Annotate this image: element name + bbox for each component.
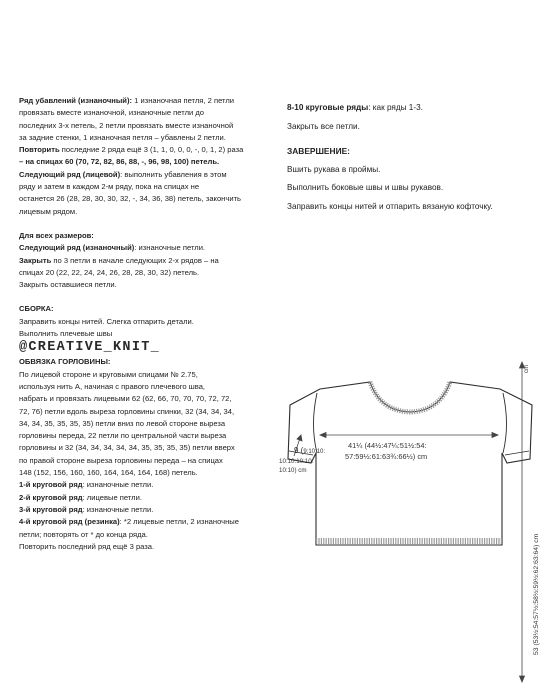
width-arrow (320, 433, 498, 438)
width-label-line-2: 57:59½:61:63¾:66½) cm (345, 452, 428, 461)
round-4: 4-й круговой ряд (резинка): *2 лицевые петли, 2 изнаночные петли; повторять от * до конца ряда. (19, 517, 239, 539)
neck-line-1: По лицевой стороне и круговыми спицами № 2.75, (19, 369, 198, 379)
tshirt-outline (288, 382, 532, 545)
sleeve-length-line-2: 10:10:10:10: (279, 458, 314, 465)
all-sizes-heading: Для всех размеров: (19, 230, 94, 240)
finish-line-2: Выполнить боковые швы и швы рукавов. (287, 183, 444, 192)
creative-knit-watermark: @CREATIVE_KNIT_ (19, 340, 161, 356)
neck-line-8: по правой стороне выреза горловины переда – на спицах (19, 455, 223, 465)
finish-line-3: Заправить концы нитей и отпарить вязаную кофточку. (287, 201, 493, 211)
purl-row-paragraph: Следующий ряд (изнаночный): изнаночные петли. (19, 243, 206, 253)
neck-line-9: 148 (152, 156, 160, 160, 164, 164, 164, 168) петель. (19, 468, 198, 478)
neck-line-4: 72, 76) петли вдоль выреза горловины спинки, 32 (34, 34, 34, (19, 406, 235, 416)
neck-ribbing (370, 382, 450, 412)
assembly-heading: СБОРКА: (19, 304, 54, 314)
length-arrow (520, 362, 525, 682)
close-all-line: Закрыть все петли. (287, 121, 360, 131)
neck-heading: ОБВЯЗКА ГОРЛОВИНЫ: (19, 357, 111, 367)
sleeve-length-label: 9 (9:10:10: (294, 446, 326, 455)
right-column (287, 99, 549, 216)
repeat-last-line: Повторить последний ряд ещё 3 раза. (19, 541, 155, 551)
tshirt-schematic (270, 355, 551, 690)
rounds-8-10: 8-10 круговые ряды: как ряды 1-3. (287, 103, 423, 112)
repeat-paragraph: Повторить последние 2 ряда ещё 3 (1, 1, 0, 0, 0, -, 0, 1, 2) раза – на спицах 60 (70, 72, 82, 86, 88, -, 96, 98, 100) петель. (19, 145, 244, 167)
round-1: 1-й круговой ряд: изнаночные петли. (19, 480, 154, 490)
neck-line-7: горловины и 32 (34, 34, 34, 34, 34, 35, 35, 35, 35) петли вверх (19, 443, 235, 453)
neck-line-6: горловины переда, 22 петли по центральной части выреза (19, 431, 227, 441)
neck-line-5: 34, 34, 35, 35, 35, 35) петли вниз по левой стороне выреза (19, 418, 226, 428)
length-unit-top: cm (523, 364, 530, 373)
close-paragraph: Закрыть по 3 петли в начале следующих 2-х рядов – на спицах 20 (22, 22, 24, 24, 26, 28, 28, 30, 32) петель. Закрыть оставшиеся петли. (19, 255, 219, 290)
finish-line-1: Вшить рукава в проймы. (287, 164, 381, 174)
finish-heading: ЗАВЕРШЕНИЕ: (287, 146, 350, 156)
next-row-paragraph: Следующий ряд (лицевой): выполнить убавления в этом ряду и затем в каждом 2-м ряду, пока на спицах не останется 26 (28, 28, 30, 30, 32, -, 34, 36, 38) петель, закончить лицевым рядом. (19, 169, 242, 216)
decrease-row-paragraph: Ряд убавлений (изнаночный): 1 изнаночная петля, 2 петли провязать вместе изнаночной, изнаночные петли до последних 3-х петель, 2 петли провязать вместе изнаночной за задние стенки, 1 изнаночная петля – убавлены 2 петли. (19, 96, 235, 142)
round-2: 2-й круговой ряд: лицевые петли. (19, 492, 142, 502)
assembly-line-1: Заправить концы нитей. Слегка отпарить детали. (19, 316, 194, 326)
round-3: 3-й круговой ряд: изнаночные петли. (19, 504, 154, 514)
assembly-line-2: Выполнить плечевые швы (19, 329, 113, 339)
sleeve-length-line-3: 10:10) cm (279, 467, 307, 474)
length-label: 53 (53½:54:57½:58½:59½:62:63:64) cm (533, 533, 540, 655)
neck-line-2: используя нить A, начиная с правого плечевого шва, (19, 381, 206, 391)
width-label-line-1: 41¼ (44½:47¼:51½:54: (348, 441, 427, 450)
neck-line-3: набрать и провязать лицевыми 62 (62, 66, 70, 70, 70, 72, 72, (19, 394, 232, 404)
left-column (19, 95, 281, 553)
